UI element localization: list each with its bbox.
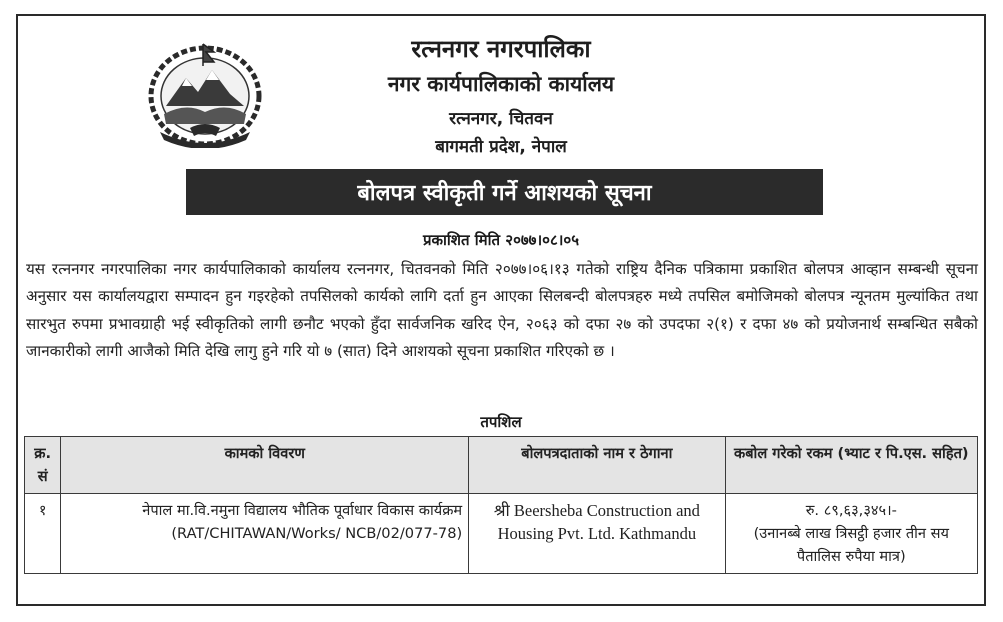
table-header-row	[25, 437, 978, 494]
municipality-name: रत्ननगर नगरपालिका	[411, 35, 591, 63]
works-table	[24, 436, 978, 574]
row-amount: रु. ८९,६३,३४५।-	[805, 502, 897, 519]
row-amount-words: (उनानब्बे लाख त्रिसट्ठी हजार तीन सय पैतालिस रुपैया मात्र)	[753, 525, 949, 565]
office-name: नगर कार्यपालिकाको कार्यालय	[387, 72, 615, 96]
header-amount: कबोल गरेको रकम (भ्याट र पि.एस. सहित)	[725, 437, 977, 494]
header-sn: क्र. सं	[25, 437, 61, 494]
province-country: बागमती प्रदेश, नेपाल	[435, 137, 567, 157]
notice-body: यस रत्ननगर नगरपालिका नगर कार्यपालिकाको कार्यालय रत्ननगर, चितवनको मिति २०७७।०६।१३ गतेको राष्ट्रिय दैनिक पत्रिकामा प्रकाशित बोलपत्र आव्हान सम्बन्धी सूचना अनुसार यस कार्यालयद्वारा सम्पादन हुन गइरहेको तपसिलको कार्यको लागि दर्ता हुन आएका सिलबन्दी बोलपत्रहरु मध्ये तपसिल बमोजिमको बोलपत्र न्यूनतम मुल्यांकित तथा सारभुत रुपमा प्रभावग्राही भई स्वीकृतिको लागी छनौट भएको हुँदा सार्वजनिक खरिद ऐन, २०६३ को दफा २७ को उपदफा २(१) र दफा ४७ को प्रयोजनार्थ सम्बन्धित सबैको जानकारीको लागी आजैको मिति देखि लागु हुने गरि यो ७ (सात) दिने आशयको सूचना प्रकाशित गरिएको छ ।	[26, 260, 978, 361]
row-sn: १	[25, 494, 61, 574]
published-date: प्रकाशित मिति २०७७।०८।०५	[422, 231, 580, 249]
table-row	[25, 494, 978, 574]
notice-title: बोलपत्र स्वीकृती गर्ने आशयको सूचना	[186, 169, 823, 215]
header-description: कामको विवरण	[61, 437, 469, 494]
row-amount-cell	[725, 494, 977, 574]
office-address: रत्ननगर, चितवन	[449, 109, 553, 129]
notice-page	[16, 14, 986, 606]
row-bidder: श्री Beersheba Construction and Housing Pvt. Ltd. Kathmandu	[469, 494, 725, 574]
row-description: नेपाल मा.वि.नमुना विद्यालय भौतिक पूर्वाधार विकास कार्यक्रम (RAT/CHITAWAN/Works/ NCB/02/077-78)	[61, 494, 469, 574]
header-bidder: बोलपत्रदाताको नाम र ठेगाना	[469, 437, 725, 494]
tapsil-heading: तपशिल	[480, 413, 522, 431]
